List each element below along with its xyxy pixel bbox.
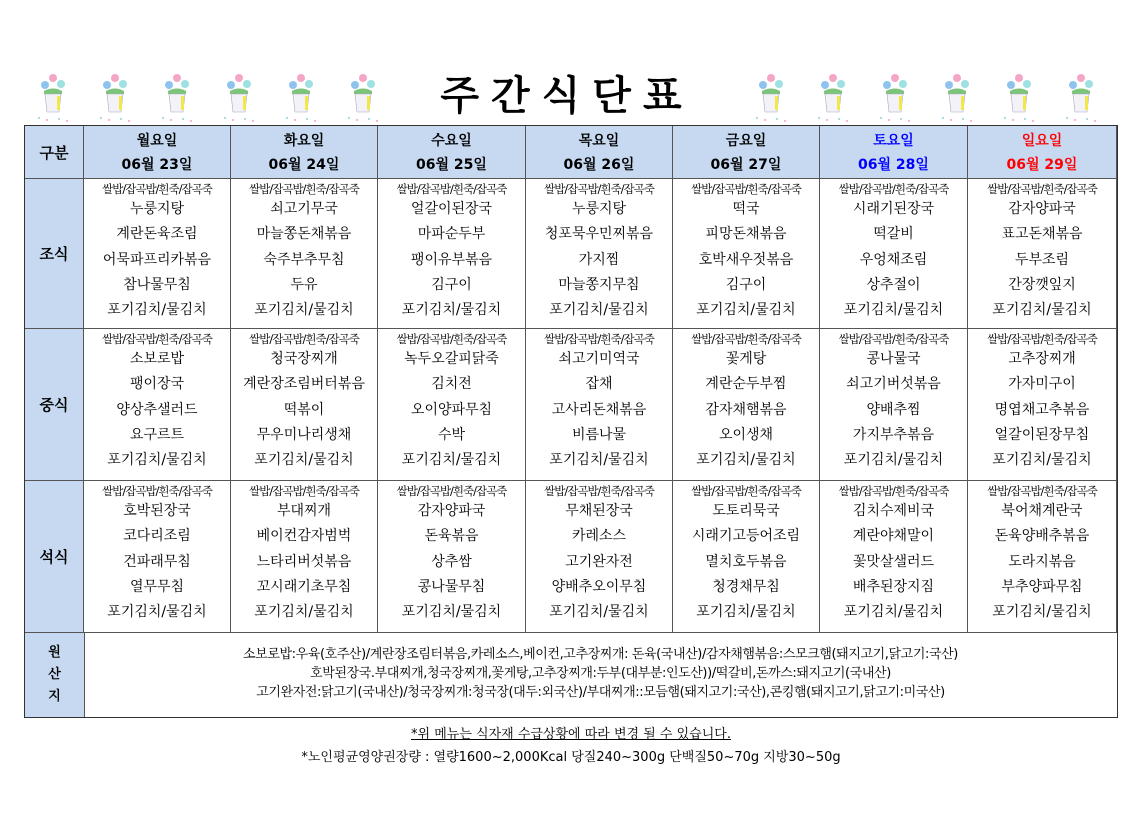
dish: 가지찜 bbox=[578, 251, 620, 268]
dish: 우엉채조림 bbox=[859, 251, 928, 268]
dish: 쇠고기미역국 bbox=[558, 351, 640, 367]
dish: 수박 bbox=[437, 426, 466, 443]
meal-label-text: 중식 bbox=[39, 396, 69, 414]
day-header bbox=[84, 126, 231, 179]
day-date: 06월 29일 bbox=[1006, 157, 1078, 173]
flower-decoration-left bbox=[22, 72, 394, 124]
dish: 청포묵우민찌볶음 bbox=[544, 226, 654, 243]
origin-line: 소보로밥:우육(호주산)/계란장조림터볶음,카레소스,베이컨,고추장찌개: 돈육(국내산)/감자채햄볶음:스모크햄(돼지고기,닭고기:국산) bbox=[243, 647, 958, 662]
day-date: 06월 26일 bbox=[563, 157, 635, 173]
dish: 포기김치/물김치 bbox=[401, 452, 502, 469]
dish: 떡국 bbox=[732, 201, 760, 217]
day-date: 06월 27일 bbox=[710, 157, 782, 173]
dish: 오이양파무침 bbox=[410, 401, 493, 418]
dish: 꼬시래기초무침 bbox=[256, 578, 352, 595]
rice-options: 쌀밥/잡곡밥/흰죽/잡곡죽 bbox=[987, 332, 1097, 346]
meal-label bbox=[25, 179, 84, 329]
dish: 멸치호두볶음 bbox=[705, 553, 787, 570]
meal-label bbox=[25, 481, 84, 633]
dish: 요구르트 bbox=[129, 426, 185, 443]
rice-options: 쌀밥/잡곡밥/흰죽/잡곡죽 bbox=[544, 332, 654, 346]
meal-cell bbox=[84, 481, 231, 633]
dish: 고기완자전 bbox=[565, 553, 633, 570]
dish: 얼갈이된장국 bbox=[410, 201, 493, 217]
dish: 배추된장지짐 bbox=[852, 578, 935, 595]
dish: 떡볶이 bbox=[283, 401, 325, 418]
dish: 가지부추볶음 bbox=[852, 426, 935, 443]
dish: 떡갈비 bbox=[873, 226, 914, 243]
flower-pot-icon bbox=[332, 72, 394, 124]
dish: 감자채햄볶음 bbox=[705, 401, 787, 418]
dish: 포기김치/물김치 bbox=[107, 452, 207, 469]
dish: 포기김치/물김치 bbox=[254, 452, 354, 469]
dish: 포기김치/물김치 bbox=[401, 302, 502, 319]
dish: 양상추샐러드 bbox=[116, 401, 198, 418]
day-date: 06월 25일 bbox=[416, 157, 487, 173]
day-header bbox=[820, 126, 968, 179]
dish: 도토리묵국 bbox=[712, 503, 780, 519]
dish: 열무무침 bbox=[129, 578, 185, 595]
dish: 마파순두부 bbox=[417, 226, 486, 243]
nutrition-notice: *노인평균영양권장량 : 열량1600~2,000Kcal 당질240~300g 단백질50~70g 지방30~50g bbox=[301, 750, 841, 765]
flower-decoration-right bbox=[740, 72, 1112, 124]
flower-pot-icon bbox=[146, 72, 208, 124]
meal-cell bbox=[231, 179, 378, 329]
rice-options: 쌀밥/잡곡밥/흰죽/잡곡죽 bbox=[249, 484, 359, 498]
day-header bbox=[378, 126, 526, 179]
dish: 포기김치/물김치 bbox=[696, 452, 796, 469]
day-name: 목요일 bbox=[578, 133, 620, 149]
dish: 포기김치/물김치 bbox=[254, 302, 354, 319]
rice-options: 쌀밥/잡곡밥/흰죽/잡곡죽 bbox=[396, 332, 507, 346]
meal-cell bbox=[84, 329, 231, 481]
flower-pot-icon bbox=[988, 72, 1050, 124]
dish: 김구이 bbox=[725, 276, 767, 293]
meal-cell bbox=[968, 179, 1117, 329]
meal-cell bbox=[820, 179, 968, 329]
dish: 소보로밥 bbox=[129, 351, 185, 367]
dish: 고추장찌개 bbox=[1008, 351, 1076, 367]
day-header bbox=[526, 126, 673, 179]
meal-cell bbox=[231, 481, 378, 633]
dish: 명엽채고추볶음 bbox=[994, 401, 1090, 418]
meal-cell bbox=[968, 329, 1117, 481]
dish: 청경채무침 bbox=[712, 578, 780, 595]
flower-pot-icon bbox=[802, 72, 864, 124]
dish: 누룽지탕 bbox=[129, 201, 185, 217]
dish: 콩나물무침 bbox=[417, 578, 486, 595]
day-header bbox=[968, 126, 1117, 179]
dish: 무우미나리생채 bbox=[256, 426, 352, 443]
meal-cell bbox=[526, 329, 673, 481]
dish: 피망돈채볶음 bbox=[705, 226, 787, 243]
dish: 두부조림 bbox=[1014, 251, 1070, 268]
dish: 마늘쫑지무침 bbox=[558, 276, 640, 293]
dish: 포기김치/물김치 bbox=[992, 604, 1092, 621]
rice-options: 쌀밥/잡곡밥/흰죽/잡곡죽 bbox=[691, 332, 801, 346]
day-date: 06월 24일 bbox=[268, 157, 340, 173]
day-date: 06월 23일 bbox=[121, 157, 193, 173]
dish: 포기김치/물김치 bbox=[254, 604, 354, 621]
meal-cell bbox=[526, 481, 673, 633]
dish: 시래기고등어조림 bbox=[691, 528, 801, 545]
day-header bbox=[231, 126, 378, 179]
rice-options: 쌀밥/잡곡밥/흰죽/잡곡죽 bbox=[838, 332, 949, 346]
meal-cell bbox=[231, 329, 378, 481]
dish: 시래기된장국 bbox=[852, 201, 935, 217]
day-header bbox=[673, 126, 820, 179]
rice-options: 쌀밥/잡곡밥/흰죽/잡곡죽 bbox=[987, 182, 1097, 196]
meal-cell bbox=[820, 329, 968, 481]
dish: 쇠고기버섯볶음 bbox=[846, 376, 941, 393]
dish: 포기김치/물김치 bbox=[843, 452, 944, 469]
day-name: 수요일 bbox=[431, 133, 472, 149]
rice-options: 쌀밥/잡곡밥/흰죽/잡곡죽 bbox=[691, 182, 801, 196]
rice-options: 쌀밥/잡곡밥/흰죽/잡곡죽 bbox=[691, 484, 801, 498]
meal-label-text: 조식 bbox=[39, 245, 69, 263]
meal-label bbox=[25, 329, 84, 481]
dish: 도라지볶음 bbox=[1008, 553, 1076, 570]
dish: 포기김치/물김치 bbox=[843, 302, 944, 319]
rice-options: 쌀밥/잡곡밥/흰죽/잡곡죽 bbox=[249, 332, 359, 346]
dish: 돈육볶음 bbox=[424, 528, 479, 545]
day-name: 토요일 bbox=[873, 133, 914, 149]
day-name: 화요일 bbox=[283, 133, 325, 149]
meal-cell bbox=[84, 179, 231, 329]
meal-cell bbox=[378, 481, 526, 633]
meal-cell bbox=[378, 179, 526, 329]
dish: 팽이유부볶음 bbox=[410, 251, 493, 268]
rice-options: 쌀밥/잡곡밥/흰죽/잡곡죽 bbox=[249, 182, 359, 196]
dish: 계란야채말이 bbox=[852, 528, 935, 545]
flower-pot-icon bbox=[740, 72, 802, 124]
category-label: 구분 bbox=[39, 143, 69, 162]
dish: 북어채계란국 bbox=[1001, 503, 1083, 519]
dish: 마늘쫑돈채볶음 bbox=[256, 226, 352, 243]
dish: 계란장조림버터볶음 bbox=[243, 376, 365, 393]
rice-options: 쌀밥/잡곡밥/흰죽/잡곡죽 bbox=[544, 182, 654, 196]
dish: 베이컨감자범벅 bbox=[256, 528, 352, 545]
dish: 건파래무침 bbox=[123, 553, 191, 570]
dish: 포기김치/물김치 bbox=[696, 604, 796, 621]
dish: 꽃맛살샐러드 bbox=[852, 553, 935, 570]
dish: 감자양파국 bbox=[1008, 201, 1076, 217]
flower-pot-icon bbox=[208, 72, 270, 124]
dish: 계란순두부찜 bbox=[705, 376, 787, 393]
rice-options: 쌀밥/잡곡밥/흰죽/잡곡죽 bbox=[102, 332, 212, 346]
dish: 호박새우젓볶음 bbox=[698, 251, 794, 268]
origin-line: 고기완자전:닭고기(국내산)/청국장찌개:청국장(대두:외국산)/부대찌개::모듬햄(돼지고기:국산),콘킹햄(돼지고기,닭고기:미국산) bbox=[256, 685, 945, 700]
dish: 누룽지탕 bbox=[571, 201, 627, 217]
dish: 감자양파국 bbox=[417, 503, 486, 519]
flower-pot-icon bbox=[926, 72, 988, 124]
day-date: 06월 28일 bbox=[858, 157, 929, 173]
dish: 포기김치/물김치 bbox=[843, 604, 944, 621]
meal-cell bbox=[378, 329, 526, 481]
dish: 부대찌개 bbox=[276, 503, 332, 519]
origin-label-char: 원 bbox=[48, 645, 61, 660]
rice-options: 쌀밥/잡곡밥/흰죽/잡곡죽 bbox=[838, 484, 949, 498]
dish: 청국장찌개 bbox=[270, 351, 338, 367]
meal-label-text: 석식 bbox=[39, 548, 69, 566]
flower-pot-icon bbox=[1050, 72, 1112, 124]
dish: 김구이 bbox=[431, 276, 472, 293]
dish: 양배추오이무침 bbox=[551, 578, 647, 595]
flower-pot-icon bbox=[84, 72, 146, 124]
origin-label-char: 지 bbox=[48, 689, 61, 704]
dish: 간장깻잎지 bbox=[1008, 276, 1076, 293]
dish: 표고돈채볶음 bbox=[1001, 226, 1083, 243]
dish: 얼갈이된장무침 bbox=[994, 426, 1090, 443]
dish: 포기김치/물김치 bbox=[992, 302, 1092, 319]
dish: 팽이장국 bbox=[129, 376, 185, 393]
dish: 포기김치/물김치 bbox=[696, 302, 796, 319]
flower-pot-icon bbox=[270, 72, 332, 124]
dish: 포기김치/물김치 bbox=[992, 452, 1092, 469]
change-notice: *위 메뉴는 식자재 수급상황에 따라 변경 될 수 있습니다. bbox=[411, 727, 731, 742]
dish: 콩나물국 bbox=[866, 351, 921, 367]
day-name: 금요일 bbox=[725, 133, 767, 149]
dish: 상추절이 bbox=[866, 276, 921, 293]
meal-cell bbox=[526, 179, 673, 329]
dish: 돈육양배추볶음 bbox=[994, 528, 1090, 545]
dish: 부추양파무침 bbox=[1001, 578, 1083, 595]
dish: 꽃게탕 bbox=[725, 351, 767, 367]
dish: 김치전 bbox=[431, 376, 472, 393]
dish: 무채된장국 bbox=[565, 503, 633, 519]
rice-options: 쌀밥/잡곡밥/흰죽/잡곡죽 bbox=[102, 484, 212, 498]
menu-table bbox=[24, 125, 1118, 718]
dish: 가자미구이 bbox=[1008, 376, 1076, 393]
rice-options: 쌀밥/잡곡밥/흰죽/잡곡죽 bbox=[987, 484, 1097, 498]
dish: 카레소스 bbox=[571, 528, 627, 545]
dish: 참나물무침 bbox=[123, 276, 191, 293]
day-name: 일요일 bbox=[1021, 133, 1063, 149]
dish: 오이생채 bbox=[718, 426, 774, 443]
dish: 쇠고기무국 bbox=[270, 201, 338, 217]
rice-options: 쌀밥/잡곡밥/흰죽/잡곡죽 bbox=[396, 484, 507, 498]
dish: 숙주부추무침 bbox=[263, 251, 345, 268]
dish: 어묵파프리카볶음 bbox=[102, 251, 212, 268]
dish: 포기김치/물김치 bbox=[107, 604, 207, 621]
flower-pot-icon bbox=[22, 72, 84, 124]
dish: 포기김치/물김치 bbox=[549, 302, 649, 319]
dish: 포기김치/물김치 bbox=[549, 604, 649, 621]
day-name: 월요일 bbox=[136, 133, 178, 149]
dish: 포기김치/물김치 bbox=[401, 604, 502, 621]
rice-options: 쌀밥/잡곡밥/흰죽/잡곡죽 bbox=[396, 182, 507, 196]
dish: 호박된장국 bbox=[123, 503, 191, 519]
category-header bbox=[25, 126, 84, 179]
dish: 상추쌈 bbox=[431, 553, 472, 570]
dish: 잡채 bbox=[585, 376, 613, 393]
dish: 코다리조림 bbox=[123, 528, 191, 545]
meal-cell bbox=[673, 329, 820, 481]
dish: 양배추찜 bbox=[866, 401, 921, 418]
dish: 포기김치/물김치 bbox=[549, 452, 649, 469]
dish: 포기김치/물김치 bbox=[107, 302, 207, 319]
dish: 고사리돈채볶음 bbox=[551, 401, 647, 418]
origin-label bbox=[25, 633, 85, 717]
origin-line: 호박된장국.부대찌개,청국장찌개,꽃게탕,고추장찌개:두부(대부분:인도산))/떡갈비,돈까스:돼지고기(국내산) bbox=[310, 666, 891, 681]
page-title: 주간식단표 bbox=[402, 70, 732, 122]
origin-info bbox=[84, 633, 1117, 717]
rice-options: 쌀밥/잡곡밥/흰죽/잡곡죽 bbox=[838, 182, 949, 196]
meal-cell bbox=[968, 481, 1117, 633]
origin-label-char: 산 bbox=[48, 667, 61, 682]
flower-pot-icon bbox=[864, 72, 926, 124]
dish: 두유 bbox=[290, 276, 318, 293]
rice-options: 쌀밥/잡곡밥/흰죽/잡곡죽 bbox=[102, 182, 212, 196]
dish: 비름나물 bbox=[571, 426, 627, 443]
rice-options: 쌀밥/잡곡밥/흰죽/잡곡죽 bbox=[544, 484, 654, 498]
meal-cell bbox=[673, 481, 820, 633]
dish: 느타리버섯볶음 bbox=[256, 553, 352, 570]
meal-cell bbox=[673, 179, 820, 329]
dish: 녹두오갈피닭죽 bbox=[404, 351, 499, 367]
meal-cell bbox=[820, 481, 968, 633]
dish: 계란돈육조림 bbox=[116, 226, 198, 243]
dish: 김치수제비국 bbox=[852, 503, 935, 519]
